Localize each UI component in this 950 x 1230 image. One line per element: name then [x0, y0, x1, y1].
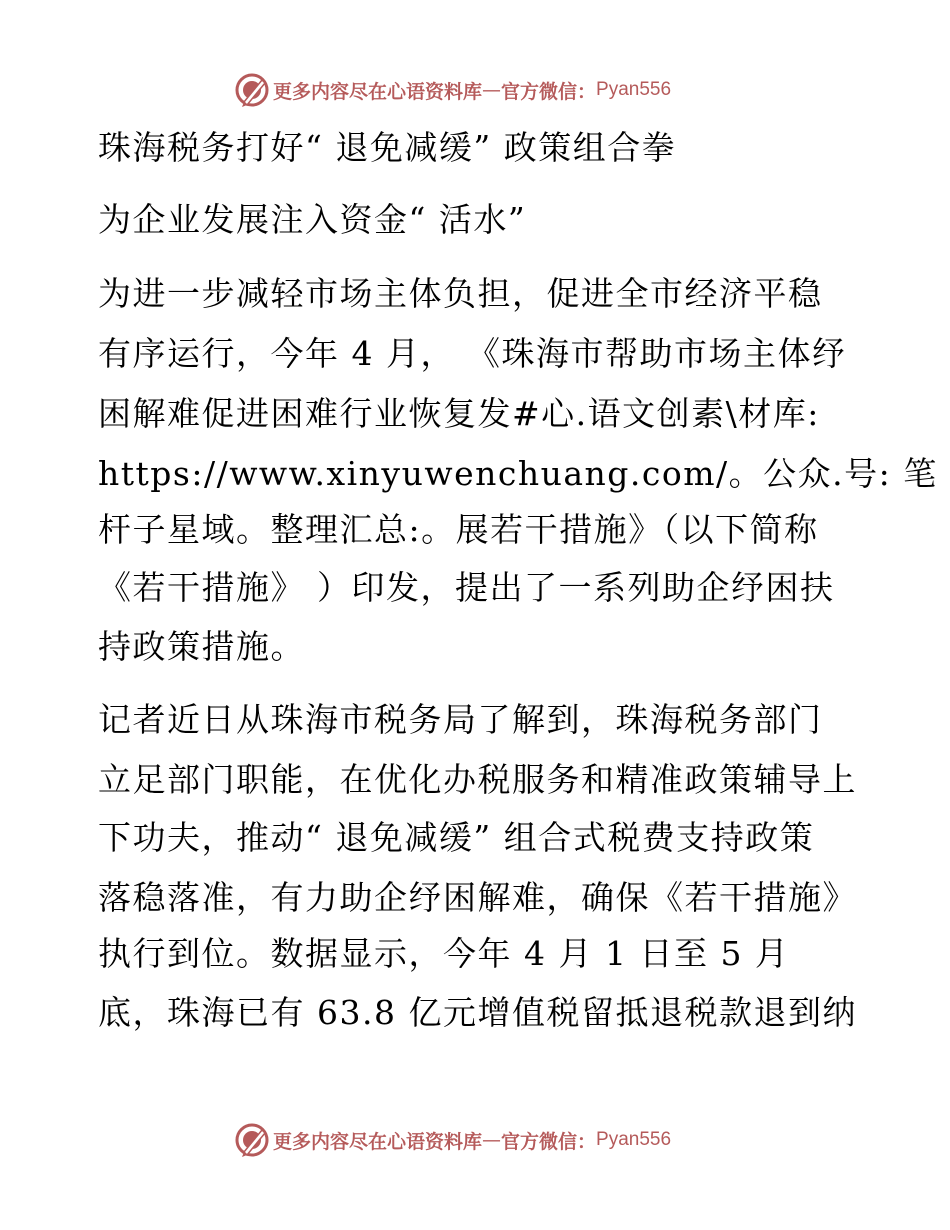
paragraph-line: 有序运行，今年 4 月， 《珠海市帮助市场主体纾: [98, 334, 847, 373]
paragraph-line: 下功夫，推动“ 退免减缓” 组合式税费支持政策: [98, 818, 815, 857]
watermark-wechat-label: 官方微信：: [501, 1130, 597, 1153]
paragraph-line: https://www.xinyuwenchuang.com/。公众.号: 笔: [98, 454, 938, 493]
watermark-wechat-id: Pyan556: [596, 79, 672, 100]
paragraph-line: 困解难促进困难行业恢复发#心.语文创素\材库:: [98, 394, 820, 433]
paragraph-line: 立足部门职能，在优化办税服务和精准政策辅导上: [98, 760, 857, 799]
paragraph-line: 记者近日从珠海市税务局了解到，珠海税务部门: [98, 700, 823, 739]
paragraph-line: 执行到位。数据显示，今年 4 月 1 日至 5 月: [98, 934, 790, 973]
watermark-text: 更多内容尽在心语资料库: [273, 80, 483, 103]
pen-logo-icon: [234, 72, 270, 108]
watermark-header: [234, 72, 671, 108]
document-title-line2: 为企业发展注入资金“ 活水”: [98, 200, 527, 239]
document-title-line1: 珠海税务打好“ 退免减缓” 政策组合拳: [98, 128, 677, 167]
paragraph-line: 杆子星域。整理汇总:。展若干措施》（以下简称: [98, 510, 819, 549]
paragraph-line: 底，珠海已有 63.8 亿元增值税留抵退税款退到纳: [98, 993, 857, 1032]
watermark-wechat-id: Pyan556: [596, 1129, 672, 1150]
paragraph-line: 为进一步减轻市场主体负担，促进全市经济平稳: [98, 274, 823, 313]
watermark-dash: —: [482, 79, 502, 101]
paragraph-line: 落稳落准，有力助企纾困解难，确保《若干措施》: [98, 878, 857, 917]
watermark-text: 更多内容尽在心语资料库: [273, 1130, 483, 1153]
watermark-wechat-label: 官方微信：: [501, 80, 597, 103]
watermark-dash: —: [482, 1129, 502, 1151]
paragraph-line: 《若干措施》 ）印发，提出了一系列助企纾困扶: [98, 568, 835, 607]
watermark-footer: [234, 1122, 671, 1158]
paragraph-line: 持政策措施。: [98, 627, 305, 666]
pen-logo-icon: [234, 1122, 270, 1158]
